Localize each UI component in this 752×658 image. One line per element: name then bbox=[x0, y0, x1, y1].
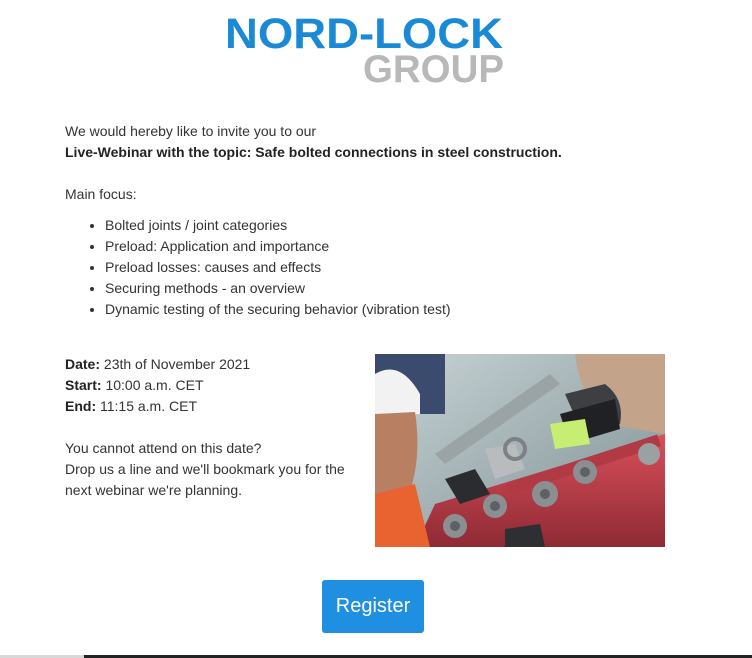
date-row bbox=[65, 354, 355, 375]
start-label: Start: bbox=[65, 377, 102, 393]
list-item: • Dynamic testing of the securing behavior (vibration test) bbox=[105, 299, 705, 320]
list-item: • Bolted joints / joint categories bbox=[105, 215, 705, 236]
date-value: 23th of November 2021 bbox=[100, 356, 251, 372]
end-value: 11:15 a.m. CET bbox=[96, 398, 198, 414]
end-row bbox=[65, 396, 355, 417]
list-item: • Securing methods - an overview bbox=[105, 278, 705, 299]
note-line2: Drop us a line and we'll bookmark you for the next webinar we're planning. bbox=[65, 461, 345, 498]
intro-topic: Live-Webinar with the topic: Safe bolted connections in steel construction. bbox=[65, 144, 562, 160]
webinar-details bbox=[65, 354, 355, 501]
logo-line1: NORD-LOCK bbox=[225, 10, 503, 58]
note-line1: You cannot attend on this date? bbox=[65, 440, 262, 456]
logo-line2: GROUP bbox=[363, 48, 504, 91]
end-label: End: bbox=[65, 398, 97, 414]
date-label: Date: bbox=[65, 356, 101, 372]
list-item: • Preload: Application and importance bbox=[105, 236, 705, 257]
register-button[interactable]: Register bbox=[322, 580, 424, 633]
intro-text bbox=[65, 121, 705, 163]
workers-photo bbox=[375, 354, 665, 547]
start-value: 10:00 a.m. CET bbox=[101, 377, 204, 393]
nord-lock-group-logo bbox=[0, 0, 752, 95]
focus-title: Main focus: bbox=[65, 186, 137, 202]
focus-list bbox=[65, 215, 705, 320]
list-item: • Preload losses: causes and effects bbox=[105, 257, 705, 278]
intro-line1: We would hereby like to invite you to our bbox=[65, 123, 317, 139]
start-row bbox=[65, 375, 355, 396]
